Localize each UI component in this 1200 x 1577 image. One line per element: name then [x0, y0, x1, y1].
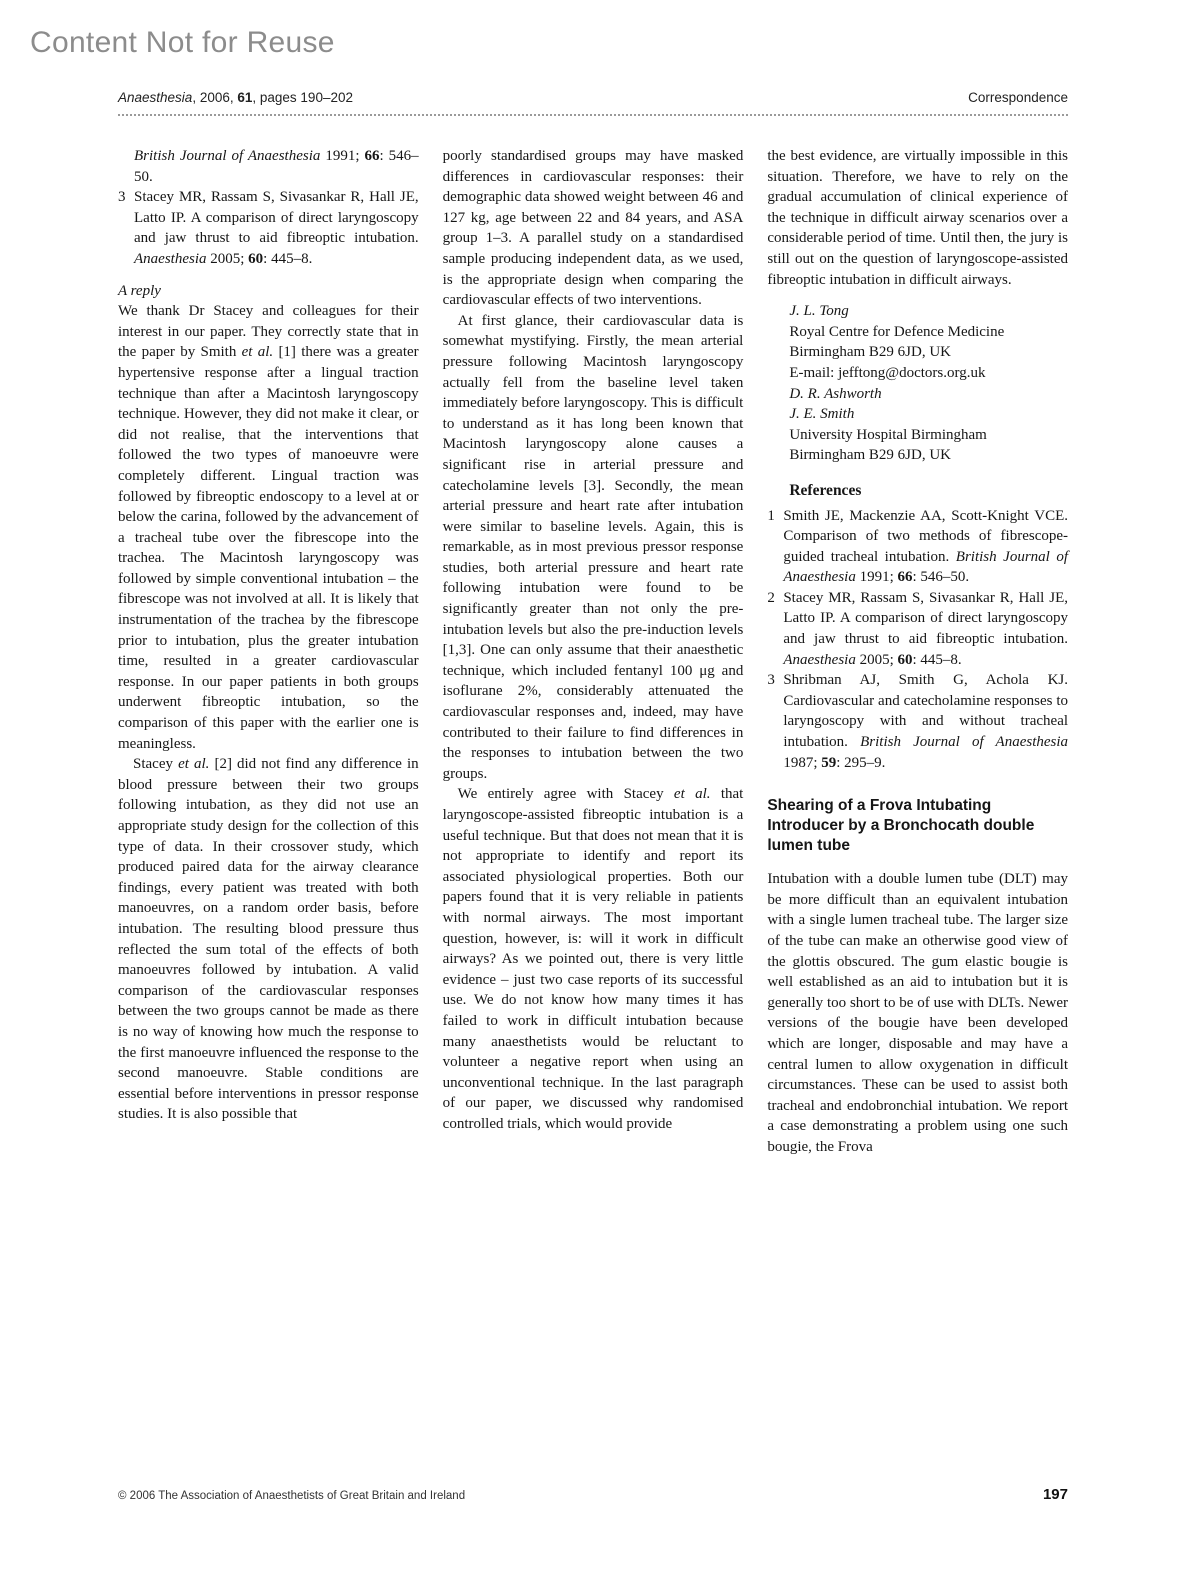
text-run: 60 [248, 250, 264, 267]
text-run: British Journal of Anaesthesia [783, 548, 1069, 586]
header-dotted-rule [118, 114, 1068, 116]
reference-item [767, 506, 1068, 588]
reference-continuation [118, 146, 419, 187]
text-run: : 295–9. [836, 754, 886, 771]
text-run: We thank Dr Stacey and colleagues for their interest in our paper. They correctly state that in the paper by Smith [118, 303, 419, 361]
text-run: et al. [178, 756, 210, 773]
text-run: Anaesthesia [134, 250, 207, 267]
journal-citation [118, 90, 353, 105]
text-run: References [789, 481, 862, 499]
author-name [789, 384, 1068, 405]
email-line [789, 363, 1068, 384]
text-run: British Journal of Anaesthesia [134, 148, 321, 164]
text-run: [2] did not find any difference in blood pressure between their two groups following intubation, as they did not use an appropriate study design for the collection of this type of data. In their crossover study, which produced paired data for the airway clearance findings, every patient was treated with both manoeuvres, on a random order basis, before intubation. The resulting blood pressure thus reflected the sum total of the effects of both manoeuvres followed by intubation. A valid comparison of the cardiovascular responses between the two groups cannot be made as there is no way of knowing how much the response to the first manoeuvre influenced the response to the second manoeuvre. Stable conditions are essential before interventions in pressor response studies. It is also possible that [118, 756, 419, 1123]
reference-item [118, 187, 419, 269]
author-name [789, 301, 1068, 322]
column-1 [118, 146, 419, 1158]
address-line [789, 425, 1068, 446]
text-run: E-mail: jefftong@doctors.org.uk [789, 364, 986, 381]
text-run: We entirely agree with Stacey [457, 786, 674, 803]
text-run: poorly standardised groups may have masked differences in cardiovascular responses: their demographic data showed weight between 46 and 127 kg, age between 22 and 84 years, and ASA group 1–3. A parallel study on a standardised sample producing independent data, as we used, is the appropriate design when comparing the cardiovascular effects of two interventions. [442, 148, 744, 309]
text-run: J. E. Smith [789, 406, 855, 423]
text-run: Royal Centre for Defence Medicine [789, 323, 1005, 340]
text-run: et al. [673, 786, 711, 803]
paragraph [443, 784, 744, 1134]
text-run: the best evidence, are virtually impossible in this situation. Therefore, we have to rely on the gradual accumulation of clinical experience of the technique in difficult airway scenarios over a considerable period of time. Until then, the jury is still out on the question of laryngoscope-assisted fibreoptic intubation in difficult airways. [767, 148, 1069, 288]
text-run: 2005; [855, 651, 898, 668]
text-run: : 445–8. [912, 651, 962, 668]
text-run: Birmingham B29 6JD, UK [789, 447, 952, 464]
column-3 [767, 146, 1068, 1158]
text-run: Shearing of a Frova Intubating Introducer by a Bronchocath double lumen tube [767, 797, 1035, 855]
text-run: Shribman AJ, Smith G, Achola KJ. Cardiovascular and catecholamine responses to laryngoscopy with and without tracheal intubation. [783, 672, 1069, 751]
text-run: At first glance, their cardiovascular data is somewhat mystifying. Firstly, the mean arterial pressure following Macintosh laryngoscopy actually fell from the baseline level taken immediately before laryngoscopy. This is difficult to understand as it has long been known that Macintosh laryngoscopy alone causes a significant rise in arterial pressure and catecholamine levels [3]. Secondly, the mean arterial pressure and heart rate after intubation were similar to baseline levels. Again, this is remarkable, as in most previous pressor response studies, both arterial pressure and heart rate following intubation were found to be significantly greater than not only the pre-intubation levels but also the pre-induction levels [1,3]. One can only assume that their anaesthetic technique, which included fentanyl 100 μg and isoflurane 2%, considerably attenuated the cardiovascular responses and, indeed, may have contributed to their failure to find differences in the responses to intubation between the two groups. [442, 312, 744, 782]
copyright-notice: © 2006 The Association of Anaesthetists of Great Britain and Ireland [118, 1490, 466, 1502]
text-run: University Hospital Birmingham [789, 426, 987, 443]
content-not-for-reuse-watermark: Content Not for Reuse [30, 26, 335, 59]
text-run: 1991; [320, 148, 365, 164]
text-run: 1991; [855, 569, 898, 586]
text-run: Stacey MR, Rassam S, Sivasankar R, Hall JE, Latto IP. A comparison of direct laryngoscopy and jaw thrust to aid fibreoptic intubation. [783, 589, 1069, 648]
page-header [118, 90, 1068, 105]
text-run: , 2006, [192, 90, 238, 105]
reference-number: 3 [118, 189, 126, 206]
text-run: 66 [364, 148, 380, 164]
reference-item [767, 670, 1068, 773]
text-run: that laryngoscope-assisted fibreoptic intubation is a useful technique. But that does not mean that it is not appropriate to identify and report its associated physiological properties. Both our papers found that it is very reliable in patients with normal airways. The most important question, however, is: will it work in difficult airways? As we pointed out, there is very little evidence – just two case reports of its successful use. We do not know how many times it has failed to work in difficult intubation because many anaesthetists would be reluctant to volunteer a negative report when using an unconventional technique. In the last paragraph of our paper, we discussed why randomised controlled trials, which would provide [442, 786, 744, 1132]
reference-number: 2 [767, 589, 775, 606]
letter-title [767, 796, 1068, 856]
section-label: Correspondence [968, 90, 1068, 105]
text-run: British Journal of Anaesthesia [860, 734, 1069, 751]
text-run: Smith JE, Mackenzie AA, Scott-Knight VCE. Comparison of two methods of fibrescope-guided tracheal intubation. [783, 507, 1069, 565]
reference-number: 1 [767, 507, 775, 524]
text-run: Anaesthesia [783, 651, 856, 668]
paragraph [118, 754, 419, 1125]
address-line [789, 322, 1068, 343]
text-run: [1] there was a greater hypertensive response after a lingual traction technique than after a Macintosh laryngoscopy technique. However, they did not make it clear, or did not realise, that the interventions that followed the two types of manoeuvre were completely different. Lingual traction was followed by fibreoptic endoscopy to a level at or below the carina, followed by the advancement of a tracheal tube over the fibrescope into the trachea. The Macintosh laryngoscopy was followed by simple conventional intubation – the fibrescope was not involved at all. It is likely that instrumentation of the trachea by the fibrescope prior to intubation, plus the greater intubation time, resulted in a greater cardiovascular response. In our paper patients in both groups underwent fibreoptic intubation, so the comparison of this paper with the earlier one is meaningless. [118, 344, 419, 752]
text-run: 1987; [783, 754, 822, 771]
text-run: 60 [897, 651, 913, 668]
address-line [789, 342, 1068, 363]
paragraph [443, 146, 744, 311]
text-run: 66 [897, 569, 913, 586]
text-run: 59 [821, 754, 837, 771]
text-run: Birmingham B29 6JD, UK [789, 344, 952, 361]
reference-item [767, 588, 1068, 670]
page-footer [118, 1486, 1068, 1503]
text-run: D. R. Ashworth [789, 385, 882, 402]
text-run: , pages 190–202 [252, 90, 353, 105]
text-run: Stacey [133, 756, 179, 773]
references-heading [789, 481, 1068, 502]
text-run: : 546–50. [134, 148, 419, 185]
text-run: : 546–50. [912, 569, 970, 586]
address-line [789, 445, 1068, 466]
reference-number: 3 [767, 672, 775, 689]
text-run: Stacey MR, Rassam S, Sivasankar R, Hall JE, Latto IP. A comparison of direct laryngoscopy and jaw thrust to aid fibreoptic intubation. [134, 189, 419, 247]
text-run: Anaesthesia [118, 90, 193, 105]
text-run: : 445–8. [263, 250, 313, 267]
text-run: A reply [118, 282, 161, 299]
text-run: 2005; [206, 250, 249, 267]
paragraph [118, 301, 419, 754]
text-run: Intubation with a double lumen tube (DLT) may be more difficult than an equivalent intubation with a single lumen tracheal tube. The larger size of the tube can make an otherwise good view of the glottis obscured. The gum elastic bougie is well established as an aid to intubation but it is generally too short to be of use with DLTs. Newer versions of the bougie have been developed which are longer, disposable and may have a central lumen to allow oxygenation in difficult circumstances. These can be used to assist both tracheal and endobronchial intubation. We report a case demonstrating a problem using one such bougie, the Frova [767, 871, 1069, 1155]
text-run: J. L. Tong [789, 303, 849, 320]
column-2 [443, 146, 744, 1158]
text-columns [118, 146, 1068, 1158]
paragraph [443, 311, 744, 785]
page-number: 197 [1042, 1486, 1068, 1503]
paragraph [767, 869, 1068, 1157]
reply-heading [118, 281, 419, 302]
text-run: 61 [237, 90, 253, 105]
author-name [789, 404, 1068, 425]
text-run: et al. [241, 344, 274, 361]
paragraph [767, 146, 1068, 290]
